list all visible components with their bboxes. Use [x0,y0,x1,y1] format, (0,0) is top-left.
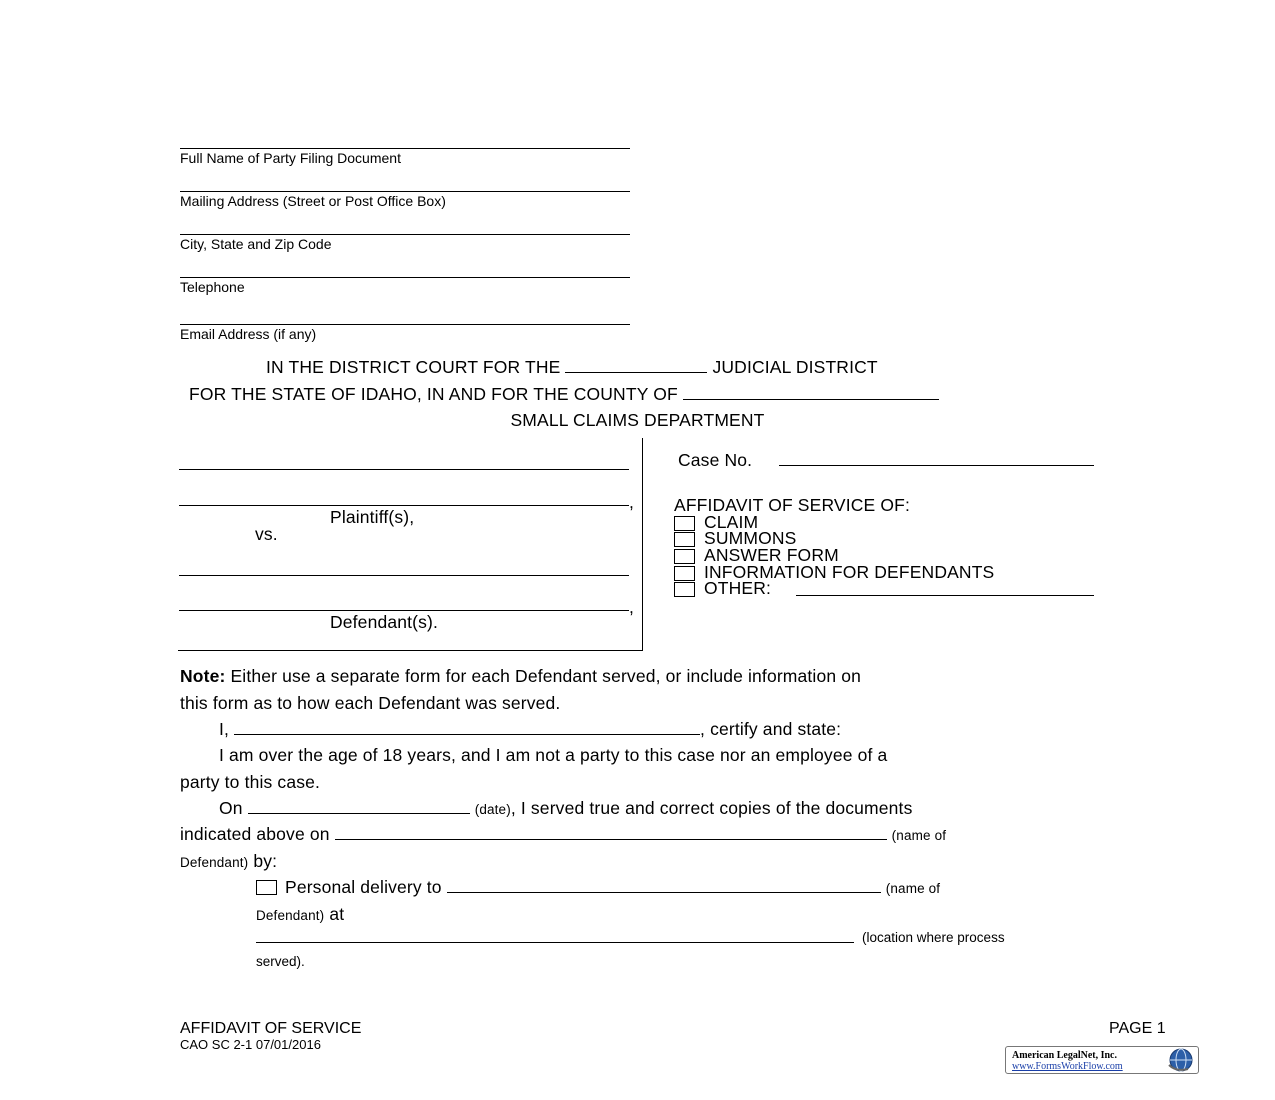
judicial-district-blank[interactable] [565,358,707,373]
party-name-label: Full Name of Party Filing Document [180,150,401,166]
note-paragraph-line2: this form as to how each Defendant was served. [180,693,561,713]
date-note: (date) [474,802,511,817]
on-suffix: , I served true and correct copies of the documents [510,798,913,818]
defendant-paren-note: Defendant) [180,855,249,870]
location-note: (location where process [862,930,1005,945]
telephone-line[interactable] [180,277,630,278]
other-checkbox[interactable] [674,582,695,597]
claim-label: CLAIM [704,512,759,532]
personal-delivery-name-blank[interactable] [447,878,881,893]
defendant-label: Defendant(s). [330,612,438,632]
note-paragraph-line1 [180,666,861,687]
plaintiff-line-1[interactable] [179,469,629,470]
declarant-name-blank[interactable] [234,720,700,735]
personal-delivery-line [285,877,940,898]
age-line1: I am over the age of 18 years, and I am not a party to this case nor an employee of a [219,745,888,765]
personal-delivery-label: Personal delivery to [285,877,442,897]
other-label: OTHER: [704,578,772,598]
globe-icon [1166,1047,1194,1073]
indicated-label: indicated above on [180,824,330,844]
affidavit-heading: AFFIDAVIT OF SERVICE OF: [674,495,910,515]
defendant-at-line [256,904,344,925]
city-state-zip-label: City, State and Zip Code [180,236,332,252]
department-heading: SMALL CLAIMS DEPARTMENT [510,410,765,430]
served-note: served). [256,954,305,969]
footer-title: AFFIDAVIT OF SERVICE [180,1020,362,1037]
served-on-line [219,798,912,819]
i-prefix: I, [219,719,230,739]
information-checkbox[interactable] [674,566,695,581]
county-blank[interactable] [683,385,939,400]
logo-company-name: American LegalNet, Inc. [1012,1050,1117,1061]
summons-label: SUMMONS [704,528,797,548]
note-text: Either use a separate form for each Defendant served, or include information on [230,666,862,686]
note-bold: Note: [180,666,226,686]
american-legalnet-logo[interactable] [1005,1046,1199,1074]
mailing-address-line[interactable] [180,191,630,192]
answer-form-label: ANSWER FORM [704,545,839,565]
case-number-line[interactable] [779,465,1094,466]
court-heading-line2 [189,384,939,405]
mailing-address-label: Mailing Address (Street or Post Office Box) [180,193,446,209]
caption-divider-vertical [642,438,643,650]
caption-divider-horizontal [178,650,643,651]
telephone-label: Telephone [180,279,245,295]
party-name-line[interactable] [180,148,630,149]
claim-checkbox[interactable] [674,516,695,531]
footer-page-number: PAGE 1 [1109,1020,1166,1037]
answer-form-checkbox[interactable] [674,549,695,564]
logo-url-link[interactable]: www.FormsWorkFlow.com [1012,1061,1123,1072]
defendant-at-paren-note: Defendant) [256,908,325,923]
location-blank[interactable] [256,942,854,943]
email-line[interactable] [180,324,630,325]
information-label: INFORMATION FOR DEFENDANTS [704,562,995,582]
name-of-note: (name of [891,828,947,843]
defendant-line-2[interactable] [179,610,629,611]
defendant-by-line [180,851,277,872]
service-date-blank[interactable] [248,799,470,814]
vs-label: vs. [255,524,278,544]
defendant-name-blank[interactable] [335,825,887,840]
county-heading: FOR THE STATE OF IDAHO, IN AND FOR THE COUNTY OF [189,384,678,404]
case-number-label: Case No. [678,450,753,470]
indicated-line [180,824,946,845]
certify-line [219,719,841,740]
age-line2: party to this case. [180,772,320,792]
certify-suffix: , certify and state: [700,719,842,739]
defendant-line-1[interactable] [179,575,629,576]
court-heading-line1 [266,357,878,378]
court-heading-prefix: IN THE DISTRICT COURT FOR THE [266,357,561,377]
footer-form-code: CAO SC 2-1 07/01/2016 [180,1037,321,1052]
summons-checkbox[interactable] [674,532,695,547]
court-heading-suffix: JUDICIAL DISTRICT [712,357,878,377]
other-line[interactable] [796,595,1094,596]
personal-delivery-checkbox[interactable] [256,880,277,895]
at-label: at [329,904,345,924]
plaintiff-line-2[interactable] [179,505,629,506]
plaintiff-comma: , [629,492,635,512]
personal-delivery-name-note: (name of [885,881,941,896]
by-label: by: [253,851,278,871]
on-prefix: On [219,798,243,818]
email-label: Email Address (if any) [180,326,317,342]
plaintiff-label: Plaintiff(s), [330,507,415,527]
defendant-comma: , [629,597,635,617]
city-state-zip-line[interactable] [180,234,630,235]
